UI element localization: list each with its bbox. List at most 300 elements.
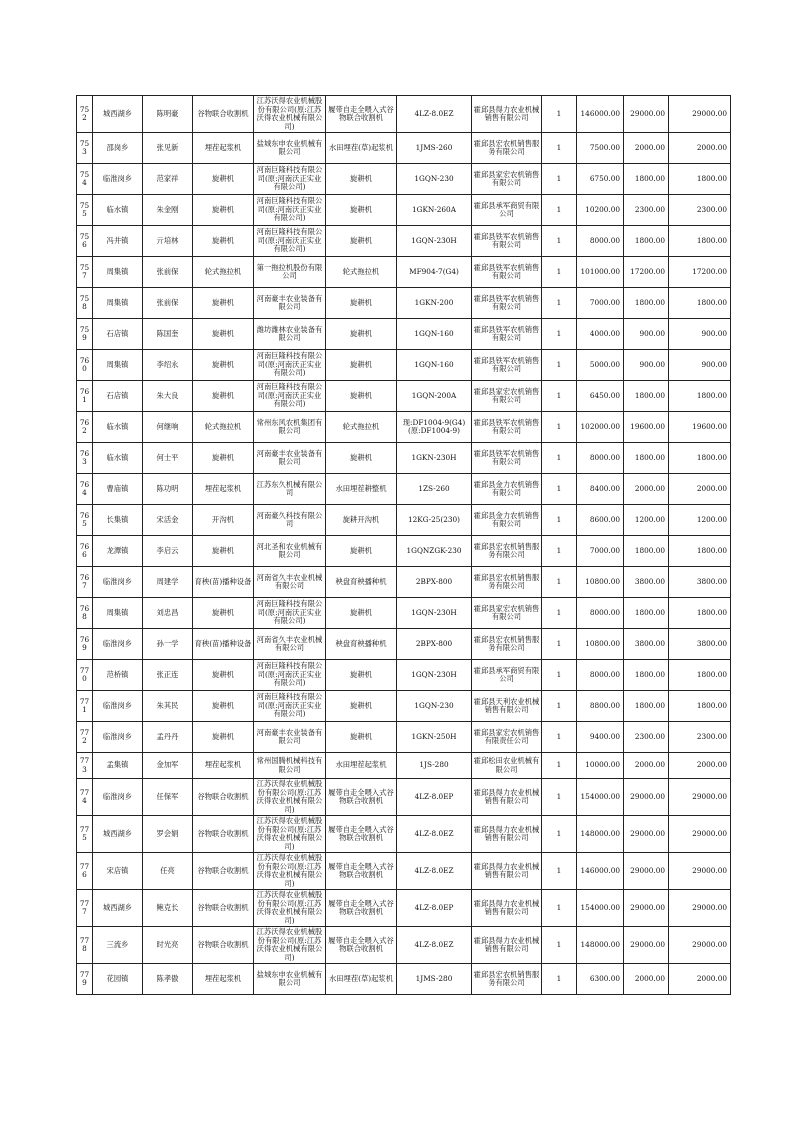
manufacturer-cell: 河南巨隆科技有限公司(原:河南沃正实业有限公司) [254,350,326,381]
total-subsidy-cell: 19600.00 [669,412,731,443]
sale-price-cell: 6300.00 [577,964,624,995]
machine-category-cell: 谷物联合收割机 [193,853,254,890]
table-row [77,964,731,995]
sale-price-cell: 10000.00 [577,753,624,779]
quantity-cell: 1 [542,964,577,995]
dealer-cell: 霍邱县金力农机销售有限公司 [472,505,542,536]
model-cell: 4LZ-8.0EZ [397,816,472,853]
township-cell: 宋店镇 [93,853,143,890]
row-number-cell: 765 [77,505,93,536]
township-cell: 临淮岗乡 [93,164,143,195]
table-body [77,96,731,995]
table-row [77,505,731,536]
model-cell: 1GQN-230 [397,691,472,722]
table-row [77,660,731,691]
dealer-cell: 霍邱县铁军农机销售有限公司 [472,412,542,443]
row-number-cell: 774 [77,779,93,816]
purchaser-name-cell: 金加军 [143,753,193,779]
quantity-cell: 1 [542,350,577,381]
product-name-cell: 旋耕机 [326,164,397,195]
purchaser-name-cell: 张见新 [143,133,193,164]
quantity-cell: 1 [542,660,577,691]
subsidy-per-unit-cell: 2300.00 [624,722,669,753]
total-subsidy-cell: 2300.00 [669,722,731,753]
quantity-cell: 1 [542,443,577,474]
manufacturer-cell: 河南豪丰农业装备有限公司 [254,722,326,753]
purchaser-name-cell: 张正连 [143,660,193,691]
machine-category-cell: 旋耕机 [193,350,254,381]
township-cell: 临水镇 [93,412,143,443]
subsidy-per-unit-cell: 29000.00 [624,816,669,853]
manufacturer-cell: 盐城东申农业机械有限公司 [254,133,326,164]
dealer-cell: 霍邱县宏农机销售服务有限公司 [472,567,542,598]
sale-price-cell: 8000.00 [577,226,624,257]
subsidy-per-unit-cell: 900.00 [624,319,669,350]
model-cell: 1GQN-230H [397,226,472,257]
purchaser-name-cell: 陈孝傲 [143,964,193,995]
quantity-cell: 1 [542,96,577,133]
purchaser-name-cell: 陈国奎 [143,319,193,350]
manufacturer-cell: 第一拖拉机股份有限公司 [254,257,326,288]
table-row [77,164,731,195]
quantity-cell: 1 [542,474,577,505]
machine-category-cell: 埋茬起浆机 [193,753,254,779]
purchaser-name-cell: 孙一学 [143,629,193,660]
township-cell: 龙潭镇 [93,536,143,567]
total-subsidy-cell: 1800.00 [669,381,731,412]
table-row [77,350,731,381]
subsidy-per-unit-cell: 1800.00 [624,536,669,567]
subsidy-per-unit-cell: 1800.00 [624,660,669,691]
total-subsidy-cell: 2000.00 [669,474,731,505]
purchaser-name-cell: 亓培林 [143,226,193,257]
manufacturer-cell: 潍坊潍林农业装备有限公司 [254,319,326,350]
dealer-cell: 霍邱县铁军农机销售有限公司 [472,443,542,474]
model-cell: 1GQN-230H [397,660,472,691]
total-subsidy-cell: 29000.00 [669,96,731,133]
product-name-cell: 旋耕机 [326,691,397,722]
model-cell: MF904-7(G4) [397,257,472,288]
dealer-cell: 霍邱松田农业机械有限公司 [472,753,542,779]
machine-category-cell: 轮式拖拉机 [193,257,254,288]
table-row [77,474,731,505]
quantity-cell: 1 [542,853,577,890]
subsidy-per-unit-cell: 2300.00 [624,195,669,226]
row-number-cell: 763 [77,443,93,474]
row-number-cell: 768 [77,598,93,629]
dealer-cell: 霍邱县天利农业机械销售有限公司 [472,691,542,722]
table-row [77,319,731,350]
manufacturer-cell: 河北圣和农业机械有限公司 [254,536,326,567]
township-cell: 临水镇 [93,443,143,474]
product-name-cell: 旋耕机 [326,319,397,350]
model-cell: 1GKN-230H [397,443,472,474]
product-name-cell: 旋耕机 [326,350,397,381]
dealer-cell: 霍邱县家宏农机销售有限公司 [472,381,542,412]
sale-price-cell: 8000.00 [577,598,624,629]
manufacturer-cell: 河南豪丰农业装备有限公司 [254,288,326,319]
model-cell: 1GQN-200A [397,381,472,412]
total-subsidy-cell: 1800.00 [669,691,731,722]
sale-price-cell: 8400.00 [577,474,624,505]
sale-price-cell: 10800.00 [577,629,624,660]
total-subsidy-cell: 1200.00 [669,505,731,536]
table-row [77,443,731,474]
quantity-cell: 1 [542,629,577,660]
purchaser-name-cell: 孟丹丹 [143,722,193,753]
table-row [77,853,731,890]
subsidy-per-unit-cell: 3800.00 [624,567,669,598]
dealer-cell: 霍邱县宏农机销售服务有限公司 [472,964,542,995]
model-cell: 2BPX-800 [397,629,472,660]
quantity-cell: 1 [542,226,577,257]
dealer-cell: 霍邱县宏农机销售服务有限公司 [472,133,542,164]
machine-category-cell: 旋耕机 [193,195,254,226]
table-row [77,779,731,816]
purchaser-name-cell: 鲍克长 [143,890,193,927]
sale-price-cell: 9400.00 [577,722,624,753]
quantity-cell: 1 [542,779,577,816]
model-cell: 4LZ-8.0EP [397,779,472,816]
machine-category-cell: 育秧(苗)播种设备 [193,567,254,598]
quantity-cell: 1 [542,567,577,598]
subsidy-per-unit-cell: 1800.00 [624,288,669,319]
row-number-cell: 759 [77,319,93,350]
sale-price-cell: 101000.00 [577,257,624,288]
total-subsidy-cell: 1800.00 [669,164,731,195]
township-cell: 周集镇 [93,288,143,319]
manufacturer-cell: 常州东风农机集团有限公司 [254,412,326,443]
quantity-cell: 1 [542,816,577,853]
product-name-cell: 履带自走全喂入式谷物联合收割机 [326,779,397,816]
dealer-cell: 霍邱县家宏农机销售有限公司 [472,598,542,629]
purchaser-name-cell: 何继响 [143,412,193,443]
total-subsidy-cell: 2300.00 [669,195,731,226]
purchaser-name-cell: 陈明豪 [143,96,193,133]
model-cell: 1GKN-250H [397,722,472,753]
manufacturer-cell: 江苏沃得农业机械股份有限公司(原:江苏沃得农业机械有限公司) [254,96,326,133]
subsidy-per-unit-cell: 2000.00 [624,753,669,779]
subsidy-table [76,95,731,995]
model-cell: 12KG-25(230) [397,505,472,536]
manufacturer-cell: 河南豪久科技有限公司 [254,505,326,536]
machine-category-cell: 旋耕机 [193,443,254,474]
total-subsidy-cell: 900.00 [669,319,731,350]
sale-price-cell: 154000.00 [577,779,624,816]
sale-price-cell: 7500.00 [577,133,624,164]
machine-category-cell: 埋茬起浆机 [193,474,254,505]
product-name-cell: 旋耕机 [326,598,397,629]
model-cell: 4LZ-8.0EZ [397,853,472,890]
row-number-cell: 767 [77,567,93,598]
total-subsidy-cell: 1800.00 [669,660,731,691]
machine-category-cell: 旋耕机 [193,381,254,412]
product-name-cell: 履带自走全喂入式谷物联合收割机 [326,816,397,853]
model-cell: 2BPX-800 [397,567,472,598]
quantity-cell: 1 [542,164,577,195]
sale-price-cell: 146000.00 [577,853,624,890]
subsidy-per-unit-cell: 1800.00 [624,443,669,474]
township-cell: 邵岗乡 [93,133,143,164]
township-cell: 城西湖乡 [93,890,143,927]
row-number-cell: 754 [77,164,93,195]
row-number-cell: 778 [77,927,93,964]
subsidy-per-unit-cell: 1800.00 [624,598,669,629]
manufacturer-cell: 河南巨隆科技有限公司(原:河南沃正实业有限公司) [254,660,326,691]
table-row [77,133,731,164]
quantity-cell: 1 [542,195,577,226]
machine-category-cell: 旋耕机 [193,722,254,753]
quantity-cell: 1 [542,722,577,753]
township-cell: 石店镇 [93,319,143,350]
sale-price-cell: 7000.00 [577,288,624,319]
subsidy-per-unit-cell: 29000.00 [624,927,669,964]
manufacturer-cell: 江苏沃得农业机械股份有限公司(原:江苏沃得农业机械有限公司) [254,816,326,853]
model-cell: 现:DF1004-9(G4)(原:DF1004-9) [397,412,472,443]
machine-category-cell: 轮式拖拉机 [193,412,254,443]
row-number-cell: 779 [77,964,93,995]
model-cell: 1GQN-160 [397,319,472,350]
subsidy-per-unit-cell: 1800.00 [624,164,669,195]
row-number-cell: 773 [77,753,93,779]
sale-price-cell: 154000.00 [577,890,624,927]
subsidy-per-unit-cell: 2000.00 [624,133,669,164]
total-subsidy-cell: 1800.00 [669,536,731,567]
table-row [77,890,731,927]
purchaser-name-cell: 朱其民 [143,691,193,722]
township-cell: 临淮岗乡 [93,722,143,753]
product-name-cell: 水田埋茬耕整机 [326,474,397,505]
dealer-cell: 霍邱县得力农业机械销售有限公司 [472,816,542,853]
township-cell: 城西湖乡 [93,816,143,853]
quantity-cell: 1 [542,381,577,412]
row-number-cell: 758 [77,288,93,319]
manufacturer-cell: 河南巨隆科技有限公司(原:河南沃正实业有限公司) [254,226,326,257]
product-name-cell: 旋耕机 [326,288,397,319]
total-subsidy-cell: 2000.00 [669,753,731,779]
sale-price-cell: 102000.00 [577,412,624,443]
sale-price-cell: 8000.00 [577,660,624,691]
quantity-cell: 1 [542,691,577,722]
table-row [77,536,731,567]
purchaser-name-cell: 陈功明 [143,474,193,505]
township-cell: 周集镇 [93,350,143,381]
dealer-cell: 霍邱县得力农业机械销售有限公司 [472,927,542,964]
product-name-cell: 旋耕机 [326,536,397,567]
manufacturer-cell: 江苏沃得农业机械股份有限公司(原:江苏沃得农业机械有限公司) [254,927,326,964]
quantity-cell: 1 [542,598,577,629]
dealer-cell: 霍邱县家宏农机销售有限责任公司 [472,722,542,753]
row-number-cell: 757 [77,257,93,288]
row-number-cell: 766 [77,536,93,567]
manufacturer-cell: 河南省久丰农业机械有限公司 [254,567,326,598]
product-name-cell: 履带自走全喂入式谷物联合收割机 [326,927,397,964]
row-number-cell: 775 [77,816,93,853]
purchaser-name-cell: 周建学 [143,567,193,598]
machine-category-cell: 旋耕机 [193,288,254,319]
product-name-cell: 旋耕机 [326,381,397,412]
purchaser-name-cell: 张前保 [143,257,193,288]
purchaser-name-cell: 刘忠昌 [143,598,193,629]
dealer-cell: 霍邱县铁军农机销售有限公司 [472,257,542,288]
model-cell: 1JMS-260 [397,133,472,164]
purchaser-name-cell: 何士平 [143,443,193,474]
township-cell: 临淮岗乡 [93,629,143,660]
quantity-cell: 1 [542,505,577,536]
table-row [77,753,731,779]
township-cell: 石店镇 [93,381,143,412]
total-subsidy-cell: 2000.00 [669,964,731,995]
total-subsidy-cell: 1800.00 [669,226,731,257]
township-cell: 花园镇 [93,964,143,995]
model-cell: 1GKN-200 [397,288,472,319]
table-row [77,96,731,133]
manufacturer-cell: 河南巨隆科技有限公司(原:河南沃正实业有限公司) [254,598,326,629]
sale-price-cell: 10200.00 [577,195,624,226]
product-name-cell: 轮式拖拉机 [326,257,397,288]
total-subsidy-cell: 3800.00 [669,629,731,660]
sale-price-cell: 148000.00 [577,816,624,853]
dealer-cell: 霍邱县得力农业机械销售有限公司 [472,779,542,816]
dealer-cell: 霍邱县家宏农机销售有限公司 [472,164,542,195]
sale-price-cell: 7000.00 [577,536,624,567]
township-cell: 城西湖乡 [93,96,143,133]
subsidy-per-unit-cell: 29000.00 [624,96,669,133]
purchaser-name-cell: 朱大良 [143,381,193,412]
dealer-cell: 霍邱县承军商贸有限公司 [472,660,542,691]
sale-price-cell: 6450.00 [577,381,624,412]
machine-category-cell: 谷物联合收割机 [193,779,254,816]
model-cell: 1GQN-230H [397,598,472,629]
dealer-cell: 霍邱县得力农业机械销售有限公司 [472,96,542,133]
product-name-cell: 水田埋茬起浆机 [326,753,397,779]
quantity-cell: 1 [542,133,577,164]
table-row [77,598,731,629]
row-number-cell: 764 [77,474,93,505]
manufacturer-cell: 江苏沃得农业机械股份有限公司(原:江苏沃得农业机械有限公司) [254,853,326,890]
product-name-cell: 旋耕机 [326,443,397,474]
row-number-cell: 772 [77,722,93,753]
machine-category-cell: 埋茬起浆机 [193,964,254,995]
product-name-cell: 水田埋茬(草)起浆机 [326,964,397,995]
model-cell: 4LZ-8.0EZ [397,927,472,964]
machine-category-cell: 开沟机 [193,505,254,536]
dealer-cell: 霍邱县得力农业机械销售有限公司 [472,890,542,927]
manufacturer-cell: 盐城东申农业机械有限公司 [254,964,326,995]
product-name-cell: 旋耕机 [326,226,397,257]
row-number-cell: 756 [77,226,93,257]
row-number-cell: 755 [77,195,93,226]
subsidy-per-unit-cell: 2000.00 [624,474,669,505]
row-number-cell: 761 [77,381,93,412]
model-cell: 4LZ-8.0EZ [397,96,472,133]
sale-price-cell: 5000.00 [577,350,624,381]
machine-category-cell: 旋耕机 [193,660,254,691]
township-cell: 周集镇 [93,598,143,629]
total-subsidy-cell: 1800.00 [669,598,731,629]
machine-category-cell: 旋耕机 [193,226,254,257]
machine-category-cell: 旋耕机 [193,691,254,722]
total-subsidy-cell: 17200.00 [669,257,731,288]
product-name-cell: 履带自走全喂入式谷物联合收割机 [326,890,397,927]
total-subsidy-cell: 29000.00 [669,853,731,890]
dealer-cell: 霍邱县铁军农机销售有限公司 [472,350,542,381]
total-subsidy-cell: 29000.00 [669,816,731,853]
subsidy-per-unit-cell: 1800.00 [624,226,669,257]
row-number-cell: 777 [77,890,93,927]
product-name-cell: 秧盘育秧播种机 [326,629,397,660]
product-name-cell: 旋耕开沟机 [326,505,397,536]
purchaser-name-cell: 罗会娟 [143,816,193,853]
sale-price-cell: 4000.00 [577,319,624,350]
machine-category-cell: 埋茬起浆机 [193,133,254,164]
model-cell: 1GKN-260A [397,195,472,226]
purchaser-name-cell: 时光亮 [143,927,193,964]
table-row [77,257,731,288]
machine-category-cell: 谷物联合收割机 [193,927,254,964]
purchaser-name-cell: 朱金刚 [143,195,193,226]
product-name-cell: 旋耕机 [326,722,397,753]
manufacturer-cell: 江苏沃得农业机械股份有限公司(原:江苏沃得农业机械有限公司) [254,779,326,816]
machine-category-cell: 旋耕机 [193,164,254,195]
purchaser-name-cell: 范家祥 [143,164,193,195]
table-row [77,226,731,257]
model-cell: 1GQNZGK-230 [397,536,472,567]
total-subsidy-cell: 1800.00 [669,443,731,474]
dealer-cell: 霍邱县铁军农机销售有限公司 [472,226,542,257]
purchaser-name-cell: 任亮 [143,853,193,890]
subsidy-per-unit-cell: 1200.00 [624,505,669,536]
subsidy-per-unit-cell: 29000.00 [624,853,669,890]
manufacturer-cell: 常州国腾机械科技有限公司 [254,753,326,779]
product-name-cell: 轮式拖拉机 [326,412,397,443]
machine-category-cell: 谷物联合收割机 [193,890,254,927]
purchaser-name-cell: 宋活金 [143,505,193,536]
product-name-cell: 旋耕机 [326,660,397,691]
sale-price-cell: 148000.00 [577,927,624,964]
subsidy-per-unit-cell: 2000.00 [624,964,669,995]
row-number-cell: 769 [77,629,93,660]
table-row [77,722,731,753]
purchaser-name-cell: 任保军 [143,779,193,816]
table-row [77,816,731,853]
subsidy-per-unit-cell: 17200.00 [624,257,669,288]
product-name-cell: 履带自走全喂入式谷物联合收割机 [326,853,397,890]
model-cell: 1JMS-280 [397,964,472,995]
model-cell: 1ZS-260 [397,474,472,505]
total-subsidy-cell: 1800.00 [669,288,731,319]
total-subsidy-cell: 29000.00 [669,890,731,927]
sale-price-cell: 146000.00 [577,96,624,133]
quantity-cell: 1 [542,412,577,443]
quantity-cell: 1 [542,536,577,567]
total-subsidy-cell: 29000.00 [669,779,731,816]
machine-category-cell: 旋耕机 [193,598,254,629]
quantity-cell: 1 [542,288,577,319]
table-row [77,412,731,443]
manufacturer-cell: 河南省久丰农业机械有限公司 [254,629,326,660]
product-name-cell: 旋耕机 [326,195,397,226]
purchaser-name-cell: 李绍永 [143,350,193,381]
table-row [77,381,731,412]
dealer-cell: 霍邱县铁军农机销售有限公司 [472,288,542,319]
machine-category-cell: 旋耕机 [193,319,254,350]
dealer-cell: 霍邱县金力农机销售有限公司 [472,474,542,505]
table-row [77,927,731,964]
manufacturer-cell: 江苏东久机械有限公司 [254,474,326,505]
purchaser-name-cell: 张前保 [143,288,193,319]
township-cell: 临水镇 [93,195,143,226]
